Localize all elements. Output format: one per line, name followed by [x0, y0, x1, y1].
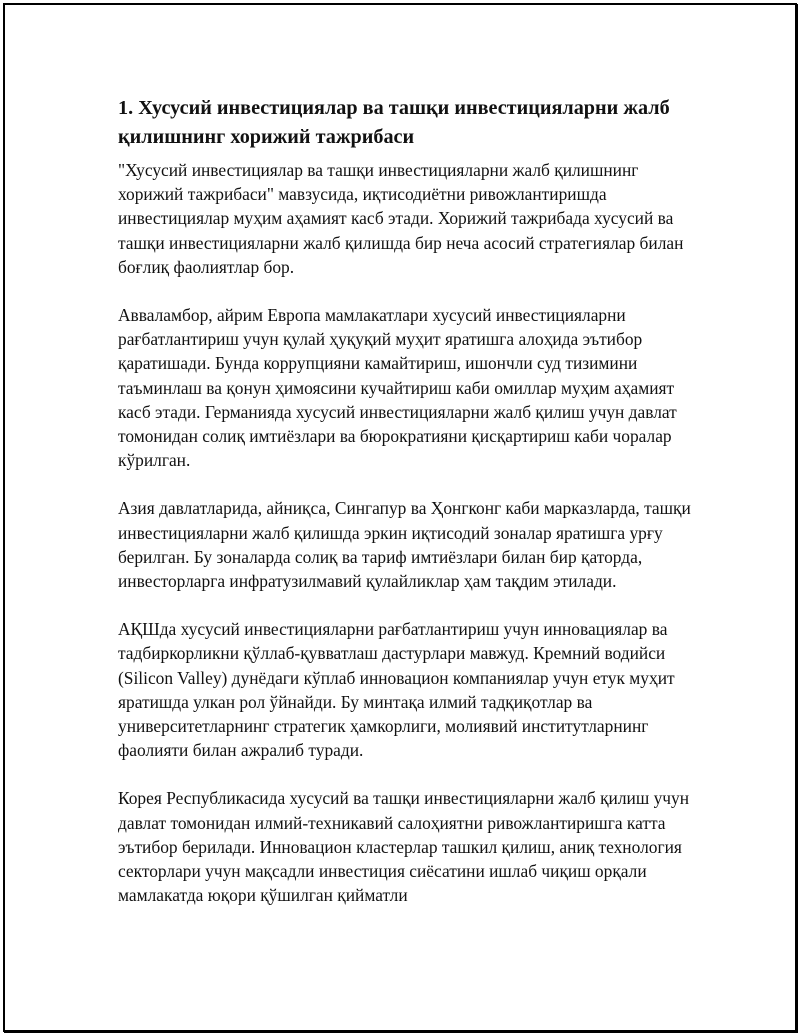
- document-body: [118, 94, 693, 931]
- paragraph-intro: "Хусусий инвестициялар ва ташқи инвестицияларни жалб қилишнинг хорижий тажрибаси" мавзусида, иқтисодиётни ривожлантиришда инвестициялар муҳим аҳамият касб этади. Хорижий тажрибада хусусий ва ташқи инвестицияларни жалб қилишда бир неча асосий стратегиялар билан боғлиқ фаолиятлар бор.: [118, 160, 684, 277]
- paragraph-korea: Корея Республикасида хусусий ва ташқи инвестицияларни жалб қилиш учун давлат томонидан илмий-техникавий салоҳиятни ривожлантиришга катта эътибор берилади. Инновацион кластерлар ташкил қилиш, аниқ технология секторлари учун мақсадли инвестиция сиёсатини ишлаб чиқиш орқали мамлакатда юқори қўшилган қийматли: [118, 788, 690, 906]
- paragraph-asia: Азия давлатларида, айниқса, Сингапур ва Ҳонгконг каби марказларда, ташқи инвестицияларни жалб қилишда эркин иқтисодий зоналар яратишга урғу берилган. Бу зоналарда солиқ ва тариф имтиёзлари билан бир қаторда, инвесторларга инфратузилмавий қулайликлар ҳам тақдим этилади.: [118, 498, 691, 592]
- paragraph-usa: АҚШда хусусий инвестицияларни рағбатлантириш учун инновациялар ва тадбиркорликни қўллаб-қувватлаш дастурлари мавжуд. Кремний водийси (Silicon Valley) дунёдаги кўплаб инновацион компаниялар учун етук муҳит яратишда улкан рол ўйнайди. Бу минтақа илмий тадқиқотлар ва университетларнинг стратегик ҳамкорлиги, молиявий институтларнинг фаолияти билан ажралиб туради.: [118, 619, 675, 761]
- section-heading: 1. Хусусий инвестициялар ва ташқи инвестицияларни жалб қилишнинг хорижий тажрибаси: [118, 97, 670, 148]
- paragraph-europe: Авваламбор, айрим Европа мамлакатлари хусусий инвестицияларни рағбатлантириш учун қулай ҳуқуқий муҳит яратишга алоҳида эътибор қаратишади. Бунда коррупцияни камайтириш, ишончли суд тизимини таъминлаш ва қонун ҳимоясини кучайтириш каби омиллар муҳим аҳамият касб этади. Германияда хусусий инвестицияларни жалб қилиш учун давлат томонидан солиқ имтиёзлари ва бюрократияни қисқартириш каби чоралар кўрилган.: [118, 305, 677, 471]
